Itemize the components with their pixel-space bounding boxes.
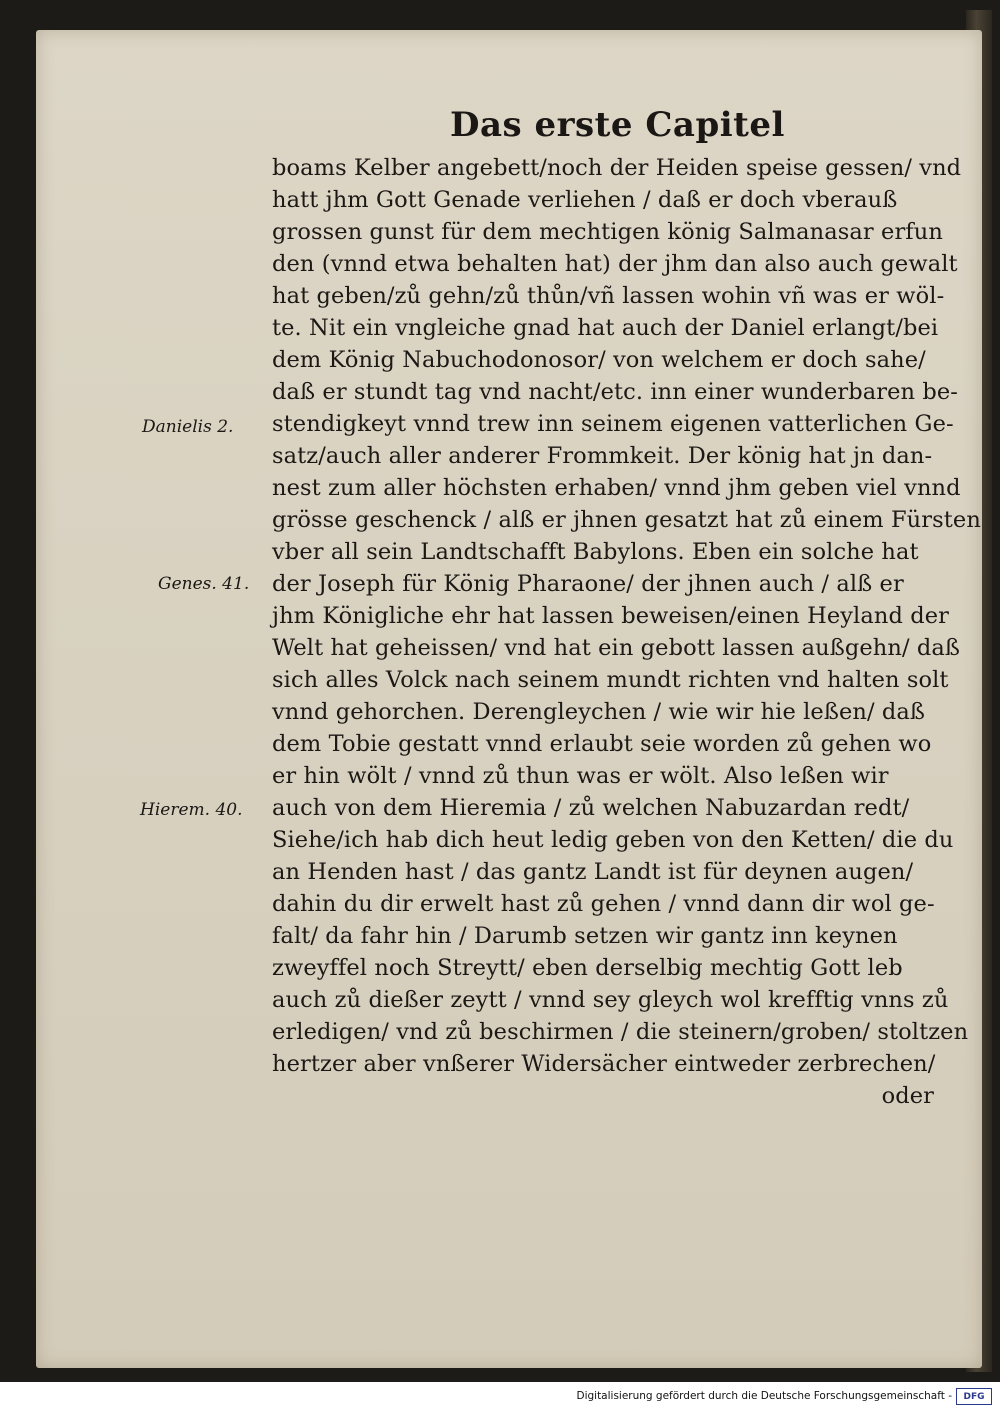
margin-note-danielis: Danielis 2. xyxy=(142,417,234,437)
text-line: Welt hat geheissen/ vnd hat ein gebott lassen außgehn/ daß xyxy=(272,635,961,661)
text-line: auch von dem Hieremia / zů welchen Nabuzardan redt/ xyxy=(272,795,910,821)
text-line: dem König Nabuchodonosor/ von welchem er doch sahe/ xyxy=(272,347,926,373)
text-line: hat geben/zů gehn/zů thůn/vñ lassen wohin vñ was er wöl- xyxy=(272,283,945,309)
text-line: grossen gunst für dem mechtigen könig Salmanasar erfun xyxy=(272,219,943,245)
running-head: Das erste Capitel xyxy=(450,105,785,145)
text-line: falt/ da fahr hin / Darumb setzen wir gantz inn keynen xyxy=(272,923,898,949)
text-line: vber all sein Landtschafft Babylons. Eben ein solche hat xyxy=(272,539,919,565)
catchword: oder xyxy=(881,1083,934,1109)
text-line: erledigen/ vnd zů beschirmen / die steinern/groben/ stoltzen xyxy=(272,1019,969,1045)
text-line: daß er stundt tag vnd nacht/etc. inn einer wunderbaren be- xyxy=(272,379,958,405)
text-line: stendigkeyt vnnd trew inn seinem eigenen vatterlichen Ge- xyxy=(272,411,954,437)
text-line: dem Tobie gestatt vnnd erlaubt seie worden zů gehen wo xyxy=(272,731,932,757)
footer-credit: Digitalisierung gefördert durch die Deutsche Forschungsgemeinschaft - xyxy=(576,1390,952,1402)
text-line: te. Nit ein vngleiche gnad hat auch der Daniel erlangt/bei xyxy=(272,315,939,341)
margin-note-genesis: Genes. 41. xyxy=(158,574,250,594)
text-line: zweyffel noch Streytt/ eben derselbig mechtig Gott leb xyxy=(272,955,903,981)
text-line: vnnd gehorchen. Derengleychen / wie wir hie leßen/ daß xyxy=(272,699,926,725)
text-line: sich alles Volck nach seinem mundt richten vnd halten solt xyxy=(272,667,949,693)
text-line: Siehe/ich hab dich heut ledig geben von den Ketten/ die du xyxy=(272,827,954,853)
text-line: den (vnnd etwa behalten hat) der jhm dan also auch gewalt xyxy=(272,251,958,277)
dfg-logo-icon: DFG xyxy=(956,1388,992,1405)
text-line: der Joseph für König Pharaone/ der jhnen auch / alß er xyxy=(272,571,904,597)
text-line: an Henden hast / das gantz Landt ist für deynen augen/ xyxy=(272,859,914,885)
text-line: nest zum aller höchsten erhaben/ vnnd jhm geben viel vnnd xyxy=(272,475,961,501)
text-line: grösse geschenck / alß er jhnen gesatzt hat zů einem Fürsten xyxy=(272,507,981,533)
text-line: boams Kelber angebett/noch der Heiden speise gessen/ vnd xyxy=(272,155,962,181)
text-line: jhm Königliche ehr hat lassen beweisen/einen Heyland der xyxy=(272,603,949,629)
text-line: hatt jhm Gott Genade verliehen / daß er doch vberauß xyxy=(272,187,898,213)
footer-bar xyxy=(0,1382,1000,1410)
margin-note-hieremia: Hierem. 40. xyxy=(140,800,243,820)
text-line: dahin du dir erwelt hast zů gehen / vnnd dann dir wol ge- xyxy=(272,891,935,917)
text-line: satz/auch aller anderer Frommkeit. Der könig hat jn dan- xyxy=(272,443,933,469)
text-line: er hin wölt / vnnd zů thun was er wölt. Also leßen wir xyxy=(272,763,889,789)
text-line: hertzer aber vnßerer Widersächer eintweder zerbrechen/ xyxy=(272,1051,936,1077)
text-line: auch zů dießer zeytt / vnnd sey gleych wol krefftig vnns zů xyxy=(272,987,949,1013)
